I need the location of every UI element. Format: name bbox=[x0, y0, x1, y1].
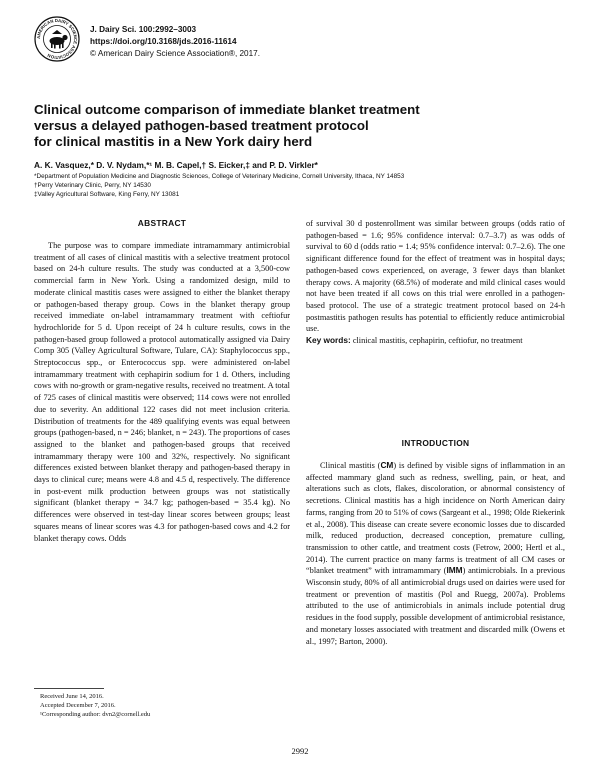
abstract-right-column bbox=[306, 218, 565, 347]
page-number: 2992 bbox=[291, 746, 309, 756]
footnote-divider bbox=[34, 688, 104, 689]
footnotes bbox=[40, 692, 150, 719]
intro-text: ) antimicrobials. In a previous Wisconsin study, 80% of all antimicrobial drugs used on dairies were used for treatment or prevention of mastitis (Pol and Ruegg, 2007a). Problems attributed to the use of antimicrobials in animals include potential drug residues in the food supply, possible development of antimicrobial resistance, and monetary losses associated with treatment and discarded milk (Owens et al., 1997; Barton, 2000). bbox=[306, 566, 566, 646]
author-list: A. K. Vasquez,* D. V. Nydam,*¹ M. B. Capel,† S. Eicker,‡ and P. D. Virkler* bbox=[34, 160, 318, 170]
abbr-cm: CM bbox=[380, 460, 394, 470]
accepted-date: Accepted December 7, 2016. bbox=[40, 702, 116, 709]
affiliations bbox=[34, 172, 594, 200]
intro-text: ) is defined by visible signs of inflammation in an affected mammary gland such as redness, swelling, pain, or heat, and alterations such as clots, flakes, discoloration, or abnormal consistency of secretions. Clinical mastitis has a high incidence on North American dairy farms, ranging from 20 to 51% of cows (Sargeant et al., 1998; Olde Riekerink et al., 2008). This disease can create severe economic losses due to discarded milk, reduced production, decreased conception, premature culling, transmission to other cattle, and treatment costs (Fetrow, 2000; Hertl et al., 2014). The current practice on many farms is treatment of all CM cases or “blanket treatment” with intramammary ( bbox=[306, 461, 565, 576]
journal-citation: J. Dairy Sci. 100:2992–3003 bbox=[90, 25, 197, 34]
paper-title bbox=[34, 102, 554, 149]
keywords-list: clinical mastitis, cephapirin, ceftiofur, no treatment bbox=[352, 336, 523, 346]
title-line: Clinical outcome comparison of immediate blanket treatment bbox=[34, 102, 420, 117]
introduction-column bbox=[306, 460, 565, 647]
title-line: for clinical mastitis in a New York dairy herd bbox=[34, 133, 313, 149]
abstract-heading: ABSTRACT bbox=[137, 218, 187, 228]
introduction-heading: INTRODUCTION bbox=[401, 438, 470, 448]
abbr-imm: IMM bbox=[446, 565, 463, 576]
abstract-left-column bbox=[34, 240, 290, 544]
introduction-paragraph bbox=[306, 460, 565, 647]
keywords bbox=[306, 335, 565, 347]
copyright: © American Dairy Science Association®, 2017. bbox=[90, 49, 260, 58]
affiliation: ‡Valley Agricultural Software, King Ferry, NY 13081 bbox=[34, 191, 180, 199]
adsa-seal-icon bbox=[34, 16, 80, 62]
keywords-label: Key words: bbox=[306, 335, 351, 346]
affiliation: *Department of Population Medicine and Diagnostic Sciences, College of Veterinary Medicine, Cornell University, Ithaca, NY 14853 bbox=[34, 173, 405, 180]
journal-meta bbox=[90, 24, 260, 60]
abstract-text: The purpose was to compare immediate intramammary antimicrobial treatment of all cases of clinical mastitis with a selective treatment protocol based on 24-h culture results. The study was conducted at a 3,500-cow commercial farm in New York. Using a randomized design, mild to moderate clinical mastitis cases were assigned to either the blanket therapy or pathogen-based therapy group. Cows in the blanket therapy group received immediate on-label intramammary treatment with ceftiofur hydrochloride for 5 d. Upon receipt of 24 h culture results, cows in the pathogen-based group followed a protocol automatically assigned via Dairy Comp 305 (Valley Agricultural Software, Tulare, CA): Staphylococcus spp., Streptococcus spp., or Enterococcus spp. were administered on-label intramammary treatment with cephapirin sodium for 1 d. Others, including cows with no-growth or gram-negative results, received no treatment. A total of 725 cases of clinical mastitis were observed; 114 cows were not enrolled due to severity. An additional 122 cases did not meet inclusion criteria. Distribution of treatments for the 489 qualifying events was equal between groups (pathogen-based, n = 246; blanket, n = 243). The proportions of cases assigned to the blanket and pathogen-based groups that received intramammary therapy were 100 and 32%, respectively. No significant differences existed between blanket therapy and pathogen-based therapy in days to clinical cure; means were 4.8 and 4.5 d, respectively. The difference in post-event milk production between groups was not statistically significant (blanket therapy = 34.7 kg; pathogen-based = 35.4 kg). No differences were observed in test-day linear scores between groups; least squares means of linear scores was 4.3 for pathogen-based cows and 4.2 for blanket therapy cows. Odds bbox=[34, 241, 290, 543]
corresponding-author: ¹Corresponding author: dvn2@cornell.edu bbox=[40, 711, 151, 718]
abstract-text-continued: of survival 30 d postenrollment was similar between groups (odds ratio of pathogen-based = 1.6; 95% confidence interval: 0.7–3.7) as was odds of survival to 60 d (odds ratio = 1.4; 95% confidence interval: 0.7–2.6). The one significant difference found for the effect of treatment was in hospital days; pathogen-based cows experienced, on average, 3 fewer days than blanket therapy cows. A majority (68.5%) of moderate and mild clinical cases would not have been treated if all cows on this trial were enrolled in a pathogen-based protocol. The use of a strategic treatment protocol based on 24-h postmastitis pathogen results has potential to efficiently reduce antimicrobial use. bbox=[306, 219, 565, 334]
title-line: versus a delayed pathogen-based treatment protocol bbox=[34, 117, 369, 133]
received-date: Received June 14, 2016. bbox=[40, 693, 104, 700]
intro-text: Clinical mastitis ( bbox=[320, 461, 381, 470]
affiliation: †Perry Veterinary Clinic, Perry, NY 14530 bbox=[34, 182, 151, 190]
logo-ring-text: AMERICAN DAIRY SCIENCE ASSOCIATION bbox=[35, 17, 79, 61]
doi-link[interactable]: https://doi.org/10.3168/jds.2016-11614 bbox=[90, 37, 237, 46]
